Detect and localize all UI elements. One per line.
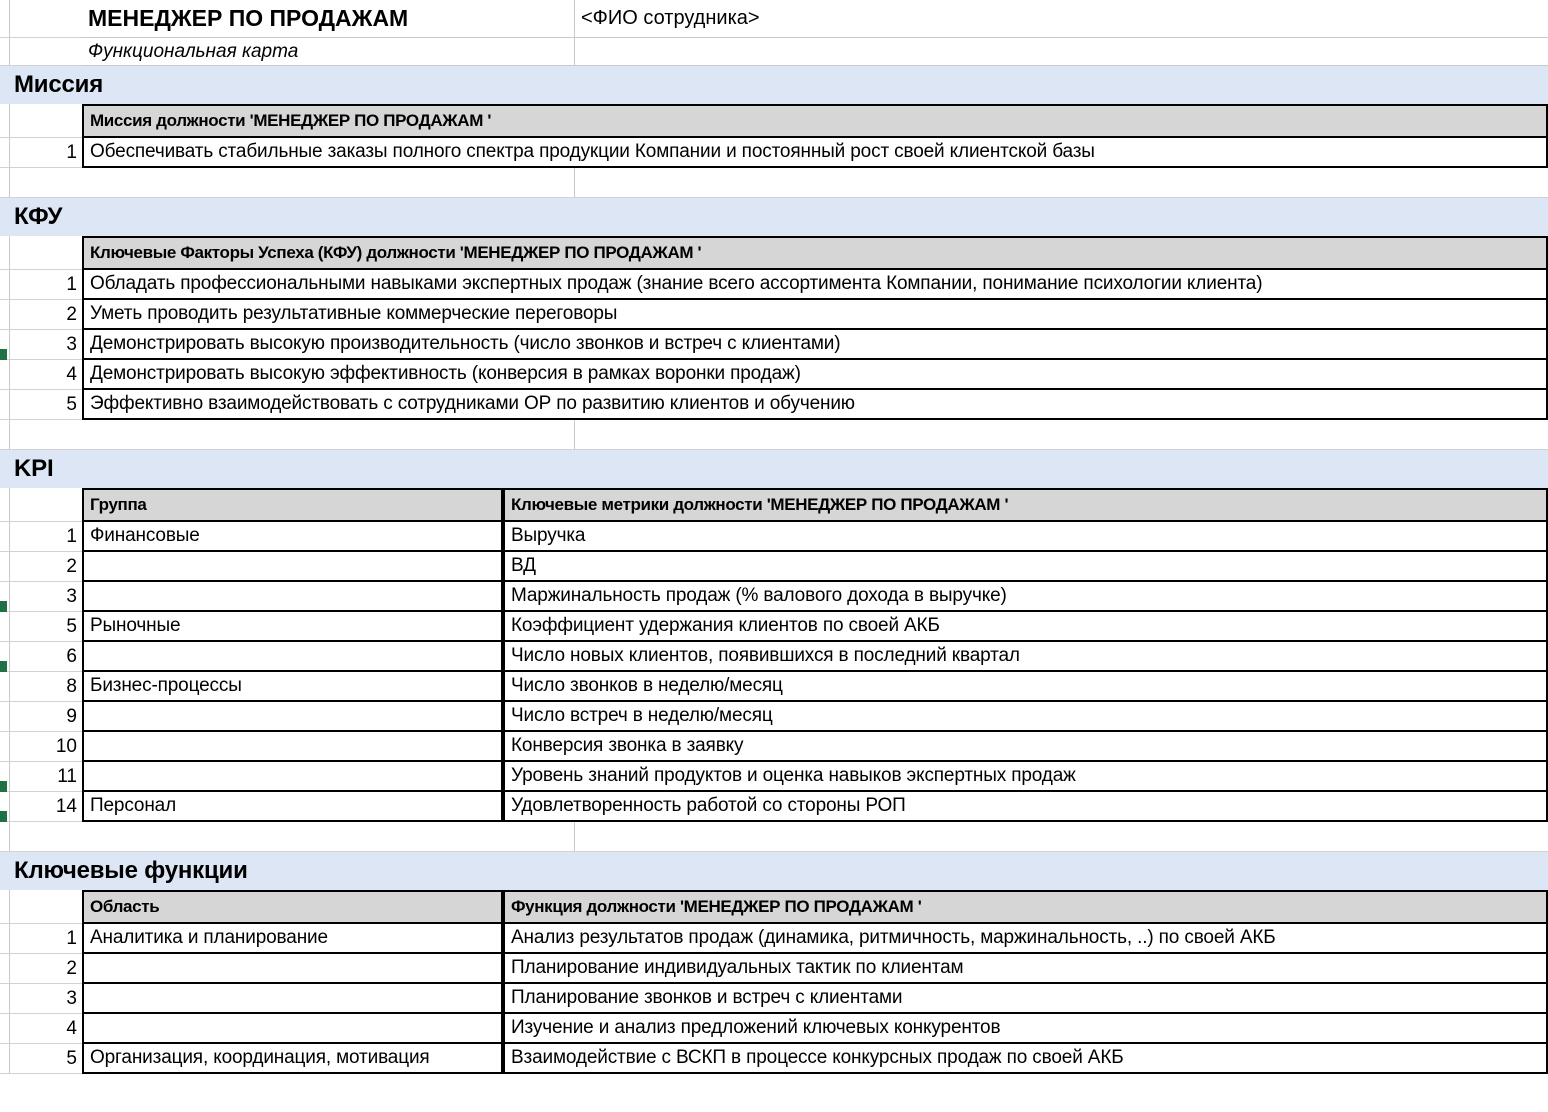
section-band-kpi [0, 450, 1548, 488]
section-band-mission [0, 66, 1548, 104]
column-header-group: Группа [82, 488, 503, 522]
row-number [10, 38, 82, 66]
row-number: 2 [10, 954, 82, 984]
outline-gutter [0, 198, 10, 236]
empty-cell [82, 822, 575, 852]
kpi-metric: Число новых клиентов, появившихся в последний квартал [503, 642, 1548, 672]
row-number: 5 [10, 612, 82, 642]
row-number: 1 [10, 138, 82, 168]
table-row[interactable] [0, 792, 1548, 822]
table-row[interactable] [0, 522, 1548, 552]
table-header-functions [0, 890, 1548, 924]
row-number: 9 [10, 702, 82, 732]
column-header-function: Функция должности 'МЕНЕДЖЕР ПО ПРОДАЖАМ ' [503, 890, 1548, 924]
function-area [82, 954, 503, 984]
kpi-metric: Выручка [503, 522, 1548, 552]
outline-gutter [0, 612, 10, 642]
function-description: Планирование звонков и встреч с клиентами [503, 984, 1548, 1014]
empty-cell [575, 822, 1548, 852]
table-row[interactable] [0, 552, 1548, 582]
outline-gutter [0, 390, 10, 420]
kpi-group [82, 642, 503, 672]
row-number: 5 [10, 1044, 82, 1074]
outline-gutter [0, 522, 10, 552]
kpi-metric: Коэффициент удержания клиентов по своей АКБ [503, 612, 1548, 642]
row-number: 1 [10, 924, 82, 954]
kfu-item: Демонстрировать высокую эффективность (конверсия в рамках воронки продаж) [82, 360, 1548, 390]
mission-statement: Обеспечивать стабильные заказы полного спектра продукции Компании и постоянный рост своей клиентской базы [82, 138, 1548, 168]
function-description: Планирование индивидуальных тактик по клиентам [503, 954, 1548, 984]
row-number: 6 [10, 642, 82, 672]
document-subtitle-row [0, 38, 1548, 66]
function-area [82, 1014, 503, 1044]
kfu-item: Обладать профессиональными навыками экспертных продаж (знание всего ассортимента Компании, понимание психологии клиента) [82, 270, 1548, 300]
outline-gutter [0, 270, 10, 300]
kfu-item: Эффективно взаимодействовать с сотрудниками ОР по развитию клиентов и обучению [82, 390, 1548, 420]
outline-gutter [0, 924, 10, 954]
outline-gutter [0, 236, 10, 270]
spacer-row [0, 420, 1548, 450]
row-number: 8 [10, 672, 82, 702]
section-band-functions [0, 852, 1548, 890]
kpi-metric: Конверсия звонка в заявку [503, 732, 1548, 762]
row-number [10, 0, 82, 38]
kfu-item: Уметь проводить результативные коммерческие переговоры [82, 300, 1548, 330]
kpi-metric: ВД [503, 552, 1548, 582]
table-header-mission [0, 104, 1548, 138]
row-number: 2 [10, 300, 82, 330]
kpi-group [82, 762, 503, 792]
row-number [10, 890, 82, 924]
row-number: 1 [10, 522, 82, 552]
kpi-group: Рыночные [82, 612, 503, 642]
kpi-group: Финансовые [82, 522, 503, 552]
table-header-kpi [0, 488, 1548, 522]
outline-gutter [0, 984, 10, 1014]
kfu-item: Демонстрировать высокую производительность (число звонков и встреч с клиентами) [82, 330, 1548, 360]
kpi-metric: Число звонков в неделю/месяц [503, 672, 1548, 702]
table-row[interactable] [0, 612, 1548, 642]
table-row[interactable] [0, 270, 1548, 300]
outline-gutter [0, 450, 10, 488]
function-description: Изучение и анализ предложений ключевых конкурентов [503, 1014, 1548, 1044]
outline-group-marker[interactable] [0, 582, 10, 612]
column-header-kfu: Ключевые Факторы Успеха (КФУ) должности 'МЕНЕДЖЕР ПО ПРОДАЖАМ ' [82, 236, 1548, 270]
section-title-mission: Миссия [10, 66, 1548, 104]
row-number: 5 [10, 390, 82, 420]
row-number [10, 236, 82, 270]
table-row[interactable] [0, 732, 1548, 762]
function-area: Организация, координация, мотивация [82, 1044, 503, 1074]
table-row[interactable] [0, 672, 1548, 702]
column-header-area: Область [82, 890, 503, 924]
outline-gutter [0, 420, 10, 450]
outline-group-marker[interactable] [0, 792, 10, 822]
outline-gutter [0, 104, 10, 138]
row-number: 4 [10, 360, 82, 390]
table-row[interactable] [0, 360, 1548, 390]
spacer-row [0, 822, 1548, 852]
outline-gutter [0, 168, 10, 198]
function-area [82, 984, 503, 1014]
kpi-metric: Удовлетворенность работой со стороны РОП [503, 792, 1548, 822]
kpi-group [82, 732, 503, 762]
empty-cell [575, 38, 1548, 66]
function-area: Аналитика и планирование [82, 924, 503, 954]
outline-gutter [0, 66, 10, 104]
outline-gutter [0, 138, 10, 168]
document-title-row [0, 0, 1548, 38]
column-header-mission: Миссия должности 'МЕНЕДЖЕР ПО ПРОДАЖАМ ' [82, 104, 1548, 138]
kpi-group: Бизнес-процессы [82, 672, 503, 702]
row-number [10, 168, 82, 198]
row-number: 2 [10, 552, 82, 582]
row-number: 14 [10, 792, 82, 822]
outline-group-marker[interactable] [0, 330, 10, 360]
row-number: 11 [10, 762, 82, 792]
column-header-metric: Ключевые метрики должности 'МЕНЕДЖЕР ПО ПРОДАЖАМ ' [503, 488, 1548, 522]
row-number: 3 [10, 984, 82, 1014]
table-row[interactable] [0, 954, 1548, 984]
kpi-group: Персонал [82, 792, 503, 822]
table-row[interactable] [0, 582, 1548, 612]
section-title-kpi: KPI [10, 450, 1548, 488]
section-band-kfu [0, 198, 1548, 236]
outline-gutter [0, 732, 10, 762]
outline-gutter [0, 0, 10, 38]
table-row[interactable] [0, 1014, 1548, 1044]
outline-gutter [0, 890, 10, 924]
page-title: МЕНЕДЖЕР ПО ПРОДАЖАМ [82, 0, 575, 38]
document-subtitle: Функциональная карта [82, 38, 575, 66]
outline-gutter [0, 38, 10, 66]
function-description: Анализ результатов продаж (динамика, ритмичность, маржинальность, ..) по своей АКБ [503, 924, 1548, 954]
table-row[interactable] [0, 762, 1548, 792]
outline-gutter [0, 702, 10, 732]
row-number [10, 104, 82, 138]
kpi-group [82, 582, 503, 612]
row-number [10, 822, 82, 852]
row-number: 4 [10, 1014, 82, 1044]
empty-cell [575, 168, 1548, 198]
outline-gutter [0, 822, 10, 852]
kpi-metric: Маржинальность продаж (% валового дохода в выручке) [503, 582, 1548, 612]
row-number: 3 [10, 330, 82, 360]
table-row[interactable] [0, 642, 1548, 672]
outline-gutter [0, 300, 10, 330]
row-number: 1 [10, 270, 82, 300]
row-number [10, 488, 82, 522]
row-number: 10 [10, 732, 82, 762]
outline-gutter [0, 552, 10, 582]
section-title-kfu: КФУ [10, 198, 1548, 236]
table-row[interactable] [0, 1044, 1548, 1074]
outline-group-marker[interactable] [0, 642, 10, 672]
spacer-row [0, 168, 1548, 198]
outline-gutter [0, 672, 10, 702]
table-row[interactable] [0, 984, 1548, 1014]
outline-gutter [0, 852, 10, 890]
empty-cell [575, 420, 1548, 450]
kpi-group [82, 702, 503, 732]
function-description: Взаимодействие с ВСКП в процессе конкурсных продаж по своей АКБ [503, 1044, 1548, 1074]
kpi-group [82, 552, 503, 582]
table-row[interactable] [0, 390, 1548, 420]
table-header-kfu [0, 236, 1548, 270]
kpi-metric: Число встреч в неделю/месяц [503, 702, 1548, 732]
outline-gutter [0, 954, 10, 984]
outline-group-marker[interactable] [0, 762, 10, 792]
outline-gutter [0, 360, 10, 390]
section-title-functions: Ключевые функции [10, 852, 1548, 890]
table-row[interactable] [0, 330, 1548, 360]
table-row[interactable] [0, 138, 1548, 168]
table-row[interactable] [0, 702, 1548, 732]
empty-cell [82, 420, 575, 450]
outline-gutter [0, 1044, 10, 1074]
outline-gutter [0, 488, 10, 522]
outline-gutter [0, 1014, 10, 1044]
empty-cell [82, 168, 575, 198]
row-number [10, 420, 82, 450]
kpi-metric: Уровень знаний продуктов и оценка навыков экспертных продаж [503, 762, 1548, 792]
employee-name-field[interactable]: <ФИО сотрудника> [575, 0, 1548, 38]
row-number: 3 [10, 582, 82, 612]
table-row[interactable] [0, 300, 1548, 330]
table-row[interactable] [0, 924, 1548, 954]
